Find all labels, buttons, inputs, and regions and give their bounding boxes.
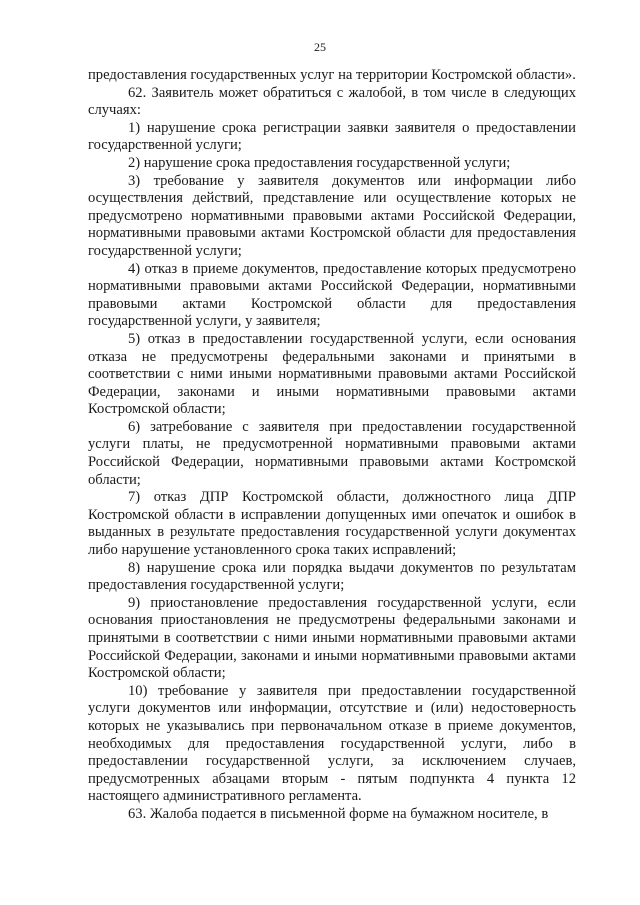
list-item-4: 4) отказ в приеме документов, предоставление которых предусмотрено нормативными правовыми актами Российской Федерации, нормативными правовыми актами Костромской области для предоставления государственной услуги, у заявителя; (88, 260, 576, 330)
list-item-8: 8) нарушение срока или порядка выдачи документов по результатам предоставления государственной услуги; (88, 559, 576, 594)
list-item-9: 9) приостановление предоставления государственной услуги, если основания приостановления не предусмотрены федеральными законами и принятыми в соответствии с ними иными нормативными правовыми актами Российской Федерации, законами и иными нормативными правовыми актами Костромской области; (88, 594, 576, 682)
list-item-2: 2) нарушение срока предоставления государственной услуги; (128, 154, 511, 171)
document-body (88, 67, 576, 824)
list-item-10: 10) требование у заявителя при предоставлении государственной услуги документов или информации, отсутствие и (или) недостоверность которых не указывались при первоначальном отказе в приеме документов, необходимых для предоставления государственной услуги, либо в предоставлении государственной услуги, за исключением случаев, предусмотренных абзацами вторым - пятым подпункта 4 пункта 12 настоящего административного регламента. (88, 682, 576, 805)
page-number: 25 (314, 40, 326, 54)
paragraph-62-intro: 62. Заявитель может обратиться с жалобой, в том числе в следующих случаях: (88, 84, 576, 119)
list-item-5: 5) отказ в предоставлении государственной услуги, если основания отказа не предусмотрены федеральными законами и принятыми в соответствии с ними иными нормативными правовыми актами Российской Федерации, законами и иными нормативными правовыми актами Костромской области; (88, 330, 576, 418)
list-item-6: 6) затребование с заявителя при предоставлении государственной услуги платы, не предусмотренной нормативными правовыми актами Российской Федерации, нормативными правовыми актами Костромской области; (88, 418, 576, 488)
list-item-1: 1) нарушение срока регистрации заявки заявителя о предоставлении государственной услуги; (88, 119, 576, 154)
list-item-3: 3) требование у заявителя документов или информации либо осуществления действий, представление или осуществление которых не предусмотрено нормативными правовыми актами Российской Федерации, нормативными правовыми актами Костромской области для предоставления государственной услуги; (88, 172, 576, 259)
paragraph-63-start: 63. Жалоба подается в письменной форме на бумажном носителе, в (128, 805, 549, 822)
list-item-7: 7) отказ ДПР Костромской области, должностного лица ДПР Костромской области в исправлении допущенных ими опечаток и ошибок в выданных в результате предоставления государственной услуги документах либо нарушение установленного срока таких исправлений; (88, 489, 576, 559)
paragraph-continuation: предоставления государственных услуг на территории Костромской области». (88, 67, 576, 83)
